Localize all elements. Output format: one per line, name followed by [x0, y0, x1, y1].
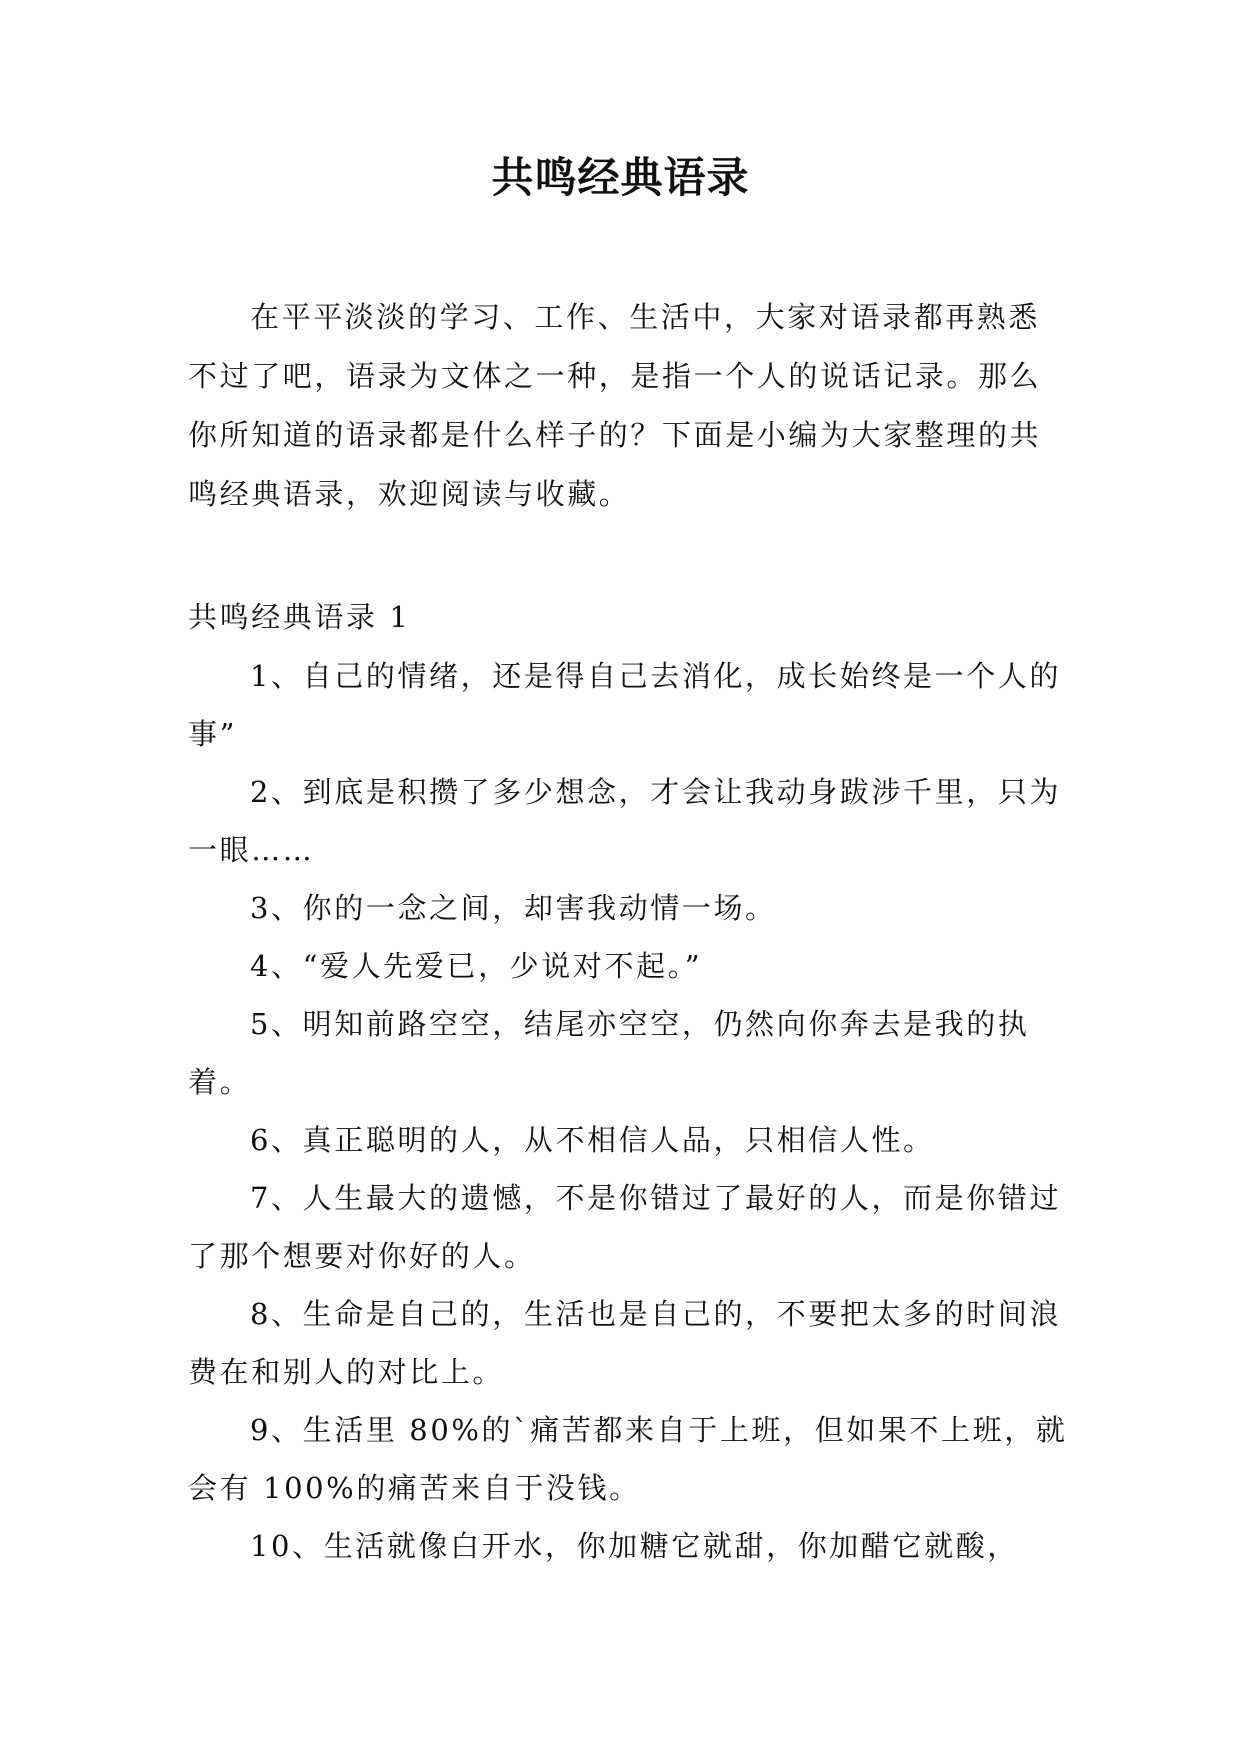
document-body — [188, 288, 1068, 1575]
quote-item: 9、生活里 80%的`痛苦都来自于上班，但如果不上班，就会有 100%的痛苦来自于没钱。 — [188, 1413, 1068, 1505]
quote-item: 8、生命是自己的，生活也是自己的，不要把太多的时间浪费在和别人的对比上。 — [188, 1297, 1062, 1389]
quote-item: 1、自己的情绪，还是得自己去消化，成长始终是一个人的事” — [188, 659, 1062, 751]
quote-item: 4、“爱人先爱已，少说对不起。” — [250, 949, 703, 983]
intro-paragraph: 在平平淡淡的学习、工作、生活中，大家对语录都再熟悉不过了吧，语录为文体之一种，是指一个人的说话记录。那么你所知道的语录都是什么样子的？下面是小编为大家整理的共鸣经典语录，欢迎阅读与收藏。 — [188, 300, 1042, 511]
quote-item: 6、真正聪明的人，从不相信人品，只相信人性。 — [250, 1123, 935, 1157]
quote-item: 10、生活就像白开水，你加糖它就甜，你加醋它就酸， — [250, 1529, 1019, 1563]
quote-item: 3、你的一念之间，却害我动情一场。 — [250, 891, 777, 925]
section-heading: 共鸣经典语录 1 — [188, 600, 411, 634]
quote-item: 2、到底是积攒了多少想念，才会让我动身跋涉千里，只为一眼…… — [188, 775, 1062, 867]
quote-item: 5、明知前路空空，结尾亦空空，仍然向你奔去是我的执着。 — [188, 1007, 1030, 1099]
document-title: 共鸣经典语录 — [491, 153, 750, 202]
quote-item: 7、人生最大的遗憾，不是你错过了最好的人，而是你错过了那个想要对你好的人。 — [188, 1181, 1062, 1273]
